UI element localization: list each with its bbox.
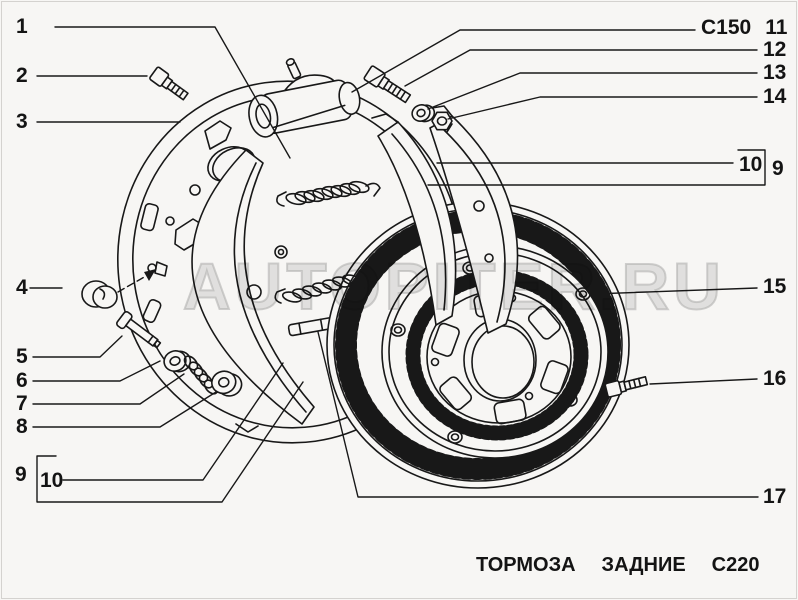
- callout-10-right: 10: [739, 153, 763, 176]
- figure-code-top: [701, 16, 787, 40]
- plate-stamped-rib: [205, 121, 231, 149]
- callout-3: 3: [16, 110, 28, 133]
- callout-12: 12: [763, 38, 787, 61]
- callout-5: 5: [16, 345, 28, 368]
- callout-15: 15: [763, 275, 787, 298]
- arrowhead: [144, 269, 156, 281]
- hold-down-hole: [155, 262, 167, 276]
- bleeder-screw: [285, 58, 301, 80]
- callout-11: 11: [765, 16, 788, 39]
- callout-6: 6: [16, 369, 28, 392]
- upper-return-spring-drawing: [277, 180, 380, 206]
- callout-2: 2: [16, 64, 28, 87]
- callout-1: 1: [16, 15, 28, 38]
- callout-7: 7: [16, 392, 28, 415]
- caption-word-1: ТОРМОЗА: [476, 554, 576, 576]
- watermark: AUTOPITER.RU: [183, 249, 725, 323]
- callout-8: 8: [16, 415, 28, 438]
- drum-hub-bore: [464, 319, 536, 401]
- cup-8-drawing: [209, 367, 244, 400]
- washer-6-drawing: [161, 346, 193, 376]
- callout-10-left: 10: [40, 469, 64, 492]
- group-bracket-left: [37, 382, 303, 502]
- wheel-cylinder-drawing: [244, 58, 364, 140]
- plug-4-drawing: [82, 281, 117, 308]
- callout-9-right: 9: [772, 157, 784, 180]
- caption-sheet-code: C220: [711, 554, 760, 576]
- page-caption: [476, 554, 759, 577]
- callout-16: 16: [763, 367, 787, 390]
- callout-9-left: 9: [15, 463, 27, 486]
- callout-4: 4: [16, 276, 28, 299]
- callout-13: 13: [763, 61, 787, 84]
- code-c150: C150: [701, 16, 752, 39]
- callout-14: 14: [763, 85, 787, 108]
- caption-word-2: ЗАДНИЕ: [601, 554, 686, 576]
- callout-17: 17: [763, 485, 787, 508]
- bolt-2-drawing: [149, 67, 190, 103]
